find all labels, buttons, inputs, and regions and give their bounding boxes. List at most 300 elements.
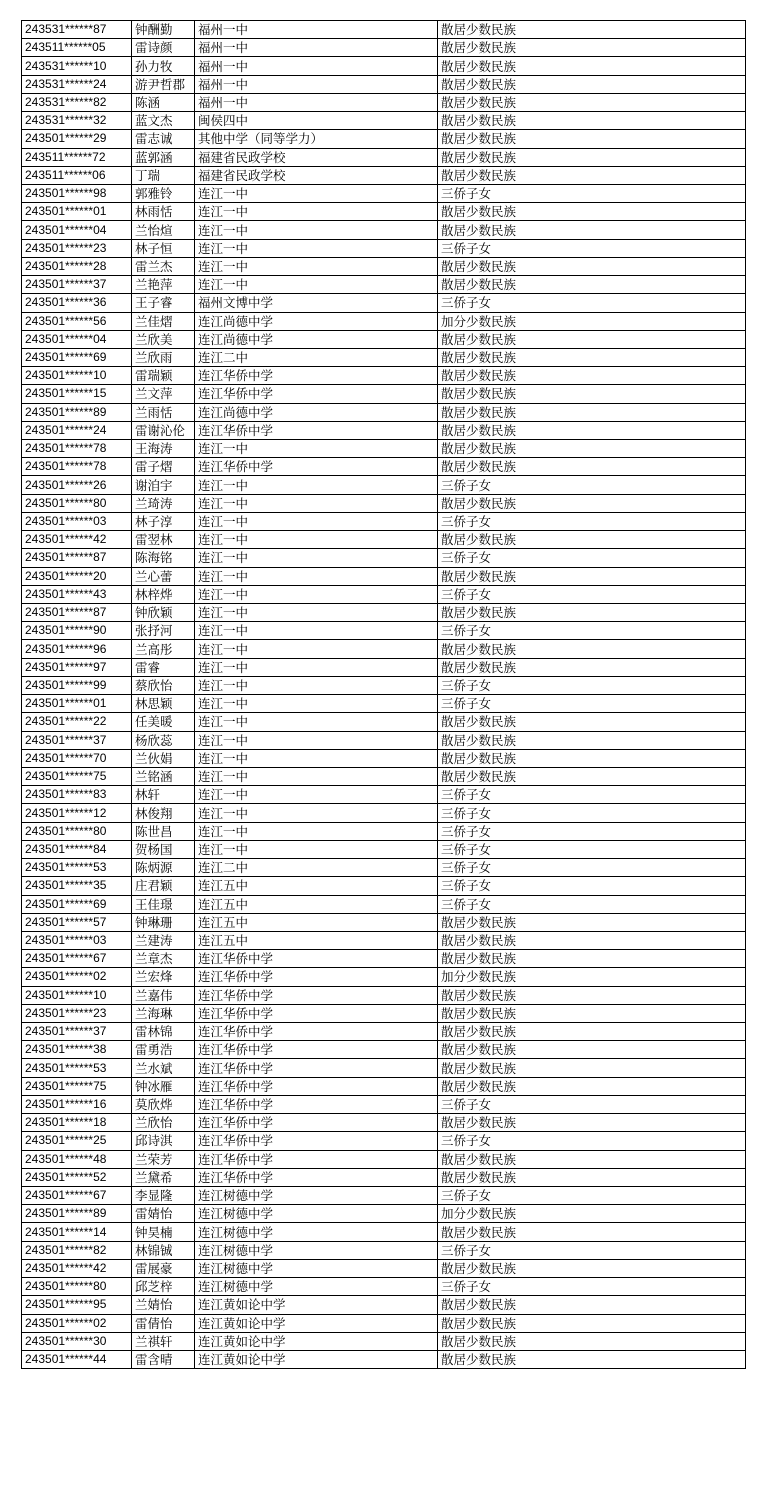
school-cell: 连江一中 xyxy=(195,531,438,549)
table-row xyxy=(22,531,746,549)
category-cell: 三侨子女 xyxy=(438,1132,746,1150)
category-cell: 散居少数民族 xyxy=(438,257,746,275)
exam-id-cell: 243501******38 xyxy=(22,1041,132,1059)
table-body xyxy=(22,21,746,1369)
exam-id-cell: 243501******43 xyxy=(22,585,132,603)
table-row xyxy=(22,512,746,530)
school-cell: 连江五中 xyxy=(195,931,438,949)
table-row xyxy=(22,1223,746,1241)
category-cell: 三侨子女 xyxy=(438,895,746,913)
school-cell: 连江华侨中学 xyxy=(195,367,438,385)
exam-id-cell: 243501******87 xyxy=(22,604,132,622)
table-row xyxy=(22,840,746,858)
table-row xyxy=(22,604,746,622)
exam-id-cell: 243501******10 xyxy=(22,986,132,1004)
category-cell: 散居少数民族 xyxy=(438,21,746,39)
table-row xyxy=(22,184,746,202)
exam-id-cell: 243501******42 xyxy=(22,1259,132,1277)
school-cell: 连江一中 xyxy=(195,476,438,494)
student-name-cell: 林梓烨 xyxy=(132,585,195,603)
table-row xyxy=(22,749,746,767)
school-cell: 连江黄如论中学 xyxy=(195,1296,438,1314)
exam-id-cell: 243531******87 xyxy=(22,21,132,39)
school-cell: 连江一中 xyxy=(195,676,438,694)
exam-id-cell: 243531******82 xyxy=(22,93,132,111)
category-cell: 散居少数民族 xyxy=(438,749,746,767)
student-name-cell: 兰婧怡 xyxy=(132,1296,195,1314)
school-cell: 连江树德中学 xyxy=(195,1187,438,1205)
exam-id-cell: 243501******80 xyxy=(22,822,132,840)
student-name-cell: 林雨恬 xyxy=(132,203,195,221)
exam-id-cell: 243501******57 xyxy=(22,913,132,931)
school-cell: 连江华侨中学 xyxy=(195,458,438,476)
student-name-cell: 陈涵 xyxy=(132,93,195,111)
category-cell: 三侨子女 xyxy=(438,840,746,858)
school-cell: 连江一中 xyxy=(195,840,438,858)
student-name-cell: 兰佳熠 xyxy=(132,312,195,330)
category-cell: 散居少数民族 xyxy=(438,950,746,968)
student-name-cell: 任美暖 xyxy=(132,713,195,731)
table-row xyxy=(22,1350,746,1368)
category-cell: 散居少数民族 xyxy=(438,658,746,676)
table-row xyxy=(22,640,746,658)
exam-id-cell: 243501******24 xyxy=(22,421,132,439)
school-cell: 连江一中 xyxy=(195,640,438,658)
table-row xyxy=(22,931,746,949)
school-cell: 连江华侨中学 xyxy=(195,1004,438,1022)
exam-id-cell: 243501******23 xyxy=(22,1004,132,1022)
exam-id-cell: 243501******95 xyxy=(22,1296,132,1314)
school-cell: 连江树德中学 xyxy=(195,1223,438,1241)
student-name-cell: 郭雅铃 xyxy=(132,184,195,202)
category-cell: 散居少数民族 xyxy=(438,1041,746,1059)
school-cell: 福州一中 xyxy=(195,39,438,57)
table-row xyxy=(22,312,746,330)
category-cell: 散居少数民族 xyxy=(438,348,746,366)
table-row xyxy=(22,859,746,877)
student-name-cell: 林锦铖 xyxy=(132,1241,195,1259)
category-cell: 散居少数民族 xyxy=(438,1150,746,1168)
table-row xyxy=(22,968,746,986)
exam-id-cell: 243501******20 xyxy=(22,567,132,585)
school-cell: 连江树德中学 xyxy=(195,1241,438,1259)
table-row xyxy=(22,75,746,93)
school-cell: 福州一中 xyxy=(195,93,438,111)
table-row xyxy=(22,731,746,749)
table-row xyxy=(22,57,746,75)
category-cell: 散居少数民族 xyxy=(438,148,746,166)
table-row xyxy=(22,330,746,348)
school-cell: 连江华侨中学 xyxy=(195,1077,438,1095)
category-cell: 三侨子女 xyxy=(438,877,746,895)
exam-id-cell: 243501******89 xyxy=(22,403,132,421)
exam-id-cell: 243511******06 xyxy=(22,166,132,184)
category-cell: 散居少数民族 xyxy=(438,640,746,658)
exam-id-cell: 243501******67 xyxy=(22,1187,132,1205)
exam-id-cell: 243501******44 xyxy=(22,1350,132,1368)
school-cell: 连江黄如论中学 xyxy=(195,1350,438,1368)
student-name-cell: 蔡欣怡 xyxy=(132,676,195,694)
school-cell: 连江树德中学 xyxy=(195,1278,438,1296)
student-name-cell: 兰心蕾 xyxy=(132,567,195,585)
school-cell: 连江华侨中学 xyxy=(195,1168,438,1186)
school-cell: 连江一中 xyxy=(195,804,438,822)
exam-id-cell: 243501******80 xyxy=(22,1278,132,1296)
category-cell: 三侨子女 xyxy=(438,1095,746,1113)
category-cell: 三侨子女 xyxy=(438,512,746,530)
school-cell: 连江一中 xyxy=(195,549,438,567)
exam-id-cell: 243501******97 xyxy=(22,658,132,676)
exam-id-cell: 243511******72 xyxy=(22,148,132,166)
school-cell: 连江一中 xyxy=(195,184,438,202)
table-row xyxy=(22,1332,746,1350)
student-name-cell: 雷婧怡 xyxy=(132,1205,195,1223)
exam-id-cell: 243501******89 xyxy=(22,1205,132,1223)
exam-id-cell: 243501******75 xyxy=(22,767,132,785)
category-cell: 三侨子女 xyxy=(438,294,746,312)
student-name-cell: 杨欣蕊 xyxy=(132,731,195,749)
school-cell: 其他中学（同等学力） xyxy=(195,130,438,148)
exam-id-cell: 243501******23 xyxy=(22,239,132,257)
category-cell: 三侨子女 xyxy=(438,786,746,804)
school-cell: 连江尚德中学 xyxy=(195,403,438,421)
table-row xyxy=(22,440,746,458)
exam-id-cell: 243501******56 xyxy=(22,312,132,330)
category-cell: 散居少数民族 xyxy=(438,986,746,1004)
exam-id-cell: 243501******69 xyxy=(22,348,132,366)
category-cell: 散居少数民族 xyxy=(438,1259,746,1277)
category-cell: 散居少数民族 xyxy=(438,1059,746,1077)
school-cell: 连江二中 xyxy=(195,348,438,366)
table-row xyxy=(22,148,746,166)
table-row xyxy=(22,1296,746,1314)
table-row xyxy=(22,822,746,840)
table-row xyxy=(22,1077,746,1095)
student-name-cell: 贺杨国 xyxy=(132,840,195,858)
table-row xyxy=(22,166,746,184)
table-row xyxy=(22,1095,746,1113)
table-row xyxy=(22,221,746,239)
category-cell: 散居少数民族 xyxy=(438,57,746,75)
school-cell: 连江五中 xyxy=(195,877,438,895)
category-cell: 散居少数民族 xyxy=(438,93,746,111)
category-cell: 散居少数民族 xyxy=(438,385,746,403)
school-cell: 连江华侨中学 xyxy=(195,1059,438,1077)
student-name-cell: 王海涛 xyxy=(132,440,195,458)
category-cell: 散居少数民族 xyxy=(438,604,746,622)
exam-id-cell: 243511******05 xyxy=(22,39,132,57)
category-cell: 三侨子女 xyxy=(438,1241,746,1259)
student-name-cell: 兰荣芳 xyxy=(132,1150,195,1168)
table-row xyxy=(22,1314,746,1332)
school-cell: 福州一中 xyxy=(195,57,438,75)
table-row xyxy=(22,1168,746,1186)
table-row xyxy=(22,257,746,275)
school-cell: 连江黄如论中学 xyxy=(195,1332,438,1350)
category-cell: 散居少数民族 xyxy=(438,931,746,949)
exam-id-cell: 243501******03 xyxy=(22,931,132,949)
category-cell: 散居少数民族 xyxy=(438,440,746,458)
student-name-cell: 兰铭涵 xyxy=(132,767,195,785)
exam-id-cell: 243501******69 xyxy=(22,895,132,913)
category-cell: 散居少数民族 xyxy=(438,731,746,749)
student-name-cell: 雷林锦 xyxy=(132,1023,195,1041)
category-cell: 三侨子女 xyxy=(438,859,746,877)
category-cell: 散居少数民族 xyxy=(438,130,746,148)
school-cell: 连江华侨中学 xyxy=(195,986,438,1004)
student-name-cell: 钟冰雁 xyxy=(132,1077,195,1095)
table-row xyxy=(22,950,746,968)
category-cell: 散居少数民族 xyxy=(438,421,746,439)
table-row xyxy=(22,203,746,221)
table-row xyxy=(22,1259,746,1277)
exam-id-cell: 243501******80 xyxy=(22,494,132,512)
exam-id-cell: 243501******78 xyxy=(22,440,132,458)
school-cell: 连江树德中学 xyxy=(195,1259,438,1277)
table-row xyxy=(22,986,746,1004)
category-cell: 散居少数民族 xyxy=(438,494,746,512)
table-row xyxy=(22,348,746,366)
exam-id-cell: 243531******24 xyxy=(22,75,132,93)
category-cell: 三侨子女 xyxy=(438,239,746,257)
school-cell: 连江华侨中学 xyxy=(195,1095,438,1113)
student-name-cell: 林子恒 xyxy=(132,239,195,257)
table-row xyxy=(22,1187,746,1205)
table-row xyxy=(22,549,746,567)
student-name-cell: 雷含晴 xyxy=(132,1350,195,1368)
student-name-cell: 林思颖 xyxy=(132,695,195,713)
school-cell: 连江一中 xyxy=(195,749,438,767)
exam-id-cell: 243501******75 xyxy=(22,1077,132,1095)
student-name-cell: 王佳璟 xyxy=(132,895,195,913)
student-name-cell: 蓝郭涵 xyxy=(132,148,195,166)
exam-id-cell: 243501******15 xyxy=(22,385,132,403)
school-cell: 连江树德中学 xyxy=(195,1205,438,1223)
school-cell: 连江华侨中学 xyxy=(195,1114,438,1132)
school-cell: 连江一中 xyxy=(195,203,438,221)
category-cell: 散居少数民族 xyxy=(438,1296,746,1314)
student-name-cell: 兰艳萍 xyxy=(132,276,195,294)
table-row xyxy=(22,367,746,385)
category-cell: 散居少数民族 xyxy=(438,403,746,421)
student-name-cell: 孙力牧 xyxy=(132,57,195,75)
exam-id-cell: 243501******14 xyxy=(22,1223,132,1241)
table-row xyxy=(22,421,746,439)
exam-id-cell: 243501******87 xyxy=(22,549,132,567)
category-cell: 散居少数民族 xyxy=(438,531,746,549)
school-cell: 连江一中 xyxy=(195,713,438,731)
student-name-cell: 兰建涛 xyxy=(132,931,195,949)
student-name-cell: 雷谢沁伦 xyxy=(132,421,195,439)
category-cell: 散居少数民族 xyxy=(438,367,746,385)
school-cell: 连江五中 xyxy=(195,895,438,913)
table-row xyxy=(22,895,746,913)
school-cell: 连江一中 xyxy=(195,257,438,275)
category-cell: 三侨子女 xyxy=(438,695,746,713)
student-name-cell: 兰嘉伟 xyxy=(132,986,195,1004)
category-cell: 散居少数民族 xyxy=(438,767,746,785)
table-row xyxy=(22,458,746,476)
table-row xyxy=(22,1023,746,1041)
category-cell: 散居少数民族 xyxy=(438,458,746,476)
exam-id-cell: 243531******32 xyxy=(22,112,132,130)
student-name-cell: 丁瑞 xyxy=(132,166,195,184)
school-cell: 连江二中 xyxy=(195,859,438,877)
school-cell: 连江一中 xyxy=(195,585,438,603)
exam-id-cell: 243501******83 xyxy=(22,786,132,804)
table-row xyxy=(22,1241,746,1259)
category-cell: 散居少数民族 xyxy=(438,276,746,294)
student-name-cell: 兰伙娟 xyxy=(132,749,195,767)
school-cell: 连江华侨中学 xyxy=(195,1150,438,1168)
exam-id-cell: 243531******10 xyxy=(22,57,132,75)
exam-id-cell: 243501******42 xyxy=(22,531,132,549)
table-row xyxy=(22,276,746,294)
exam-id-cell: 243501******78 xyxy=(22,458,132,476)
student-name-cell: 兰海琳 xyxy=(132,1004,195,1022)
exam-id-cell: 243501******37 xyxy=(22,1023,132,1041)
exam-id-cell: 243501******53 xyxy=(22,859,132,877)
category-cell: 三侨子女 xyxy=(438,1187,746,1205)
category-cell: 加分少数民族 xyxy=(438,312,746,330)
exam-id-cell: 243501******96 xyxy=(22,640,132,658)
category-cell: 散居少数民族 xyxy=(438,330,746,348)
category-cell: 散居少数民族 xyxy=(438,1332,746,1350)
exam-id-cell: 243501******52 xyxy=(22,1168,132,1186)
school-cell: 连江黄如论中学 xyxy=(195,1314,438,1332)
student-name-cell: 雷志诚 xyxy=(132,130,195,148)
table-row xyxy=(22,494,746,512)
exam-id-cell: 243501******01 xyxy=(22,203,132,221)
table-row xyxy=(22,39,746,57)
school-cell: 连江一中 xyxy=(195,767,438,785)
student-name-cell: 雷翌林 xyxy=(132,531,195,549)
exam-id-cell: 243501******99 xyxy=(22,676,132,694)
exam-id-cell: 243501******12 xyxy=(22,804,132,822)
student-name-cell: 雷睿 xyxy=(132,658,195,676)
category-cell: 三侨子女 xyxy=(438,476,746,494)
category-cell: 散居少数民族 xyxy=(438,1223,746,1241)
table-row xyxy=(22,804,746,822)
student-name-cell: 兰水斌 xyxy=(132,1059,195,1077)
school-cell: 连江华侨中学 xyxy=(195,1023,438,1041)
table-row xyxy=(22,1205,746,1223)
student-name-cell: 兰欣雨 xyxy=(132,348,195,366)
student-name-cell: 林子淳 xyxy=(132,512,195,530)
table-row xyxy=(22,1059,746,1077)
category-cell: 散居少数民族 xyxy=(438,75,746,93)
school-cell: 连江一中 xyxy=(195,276,438,294)
table-row xyxy=(22,786,746,804)
enrollment-table xyxy=(21,20,746,1369)
school-cell: 福建省民政学校 xyxy=(195,148,438,166)
category-cell: 散居少数民族 xyxy=(438,1004,746,1022)
exam-id-cell: 243501******03 xyxy=(22,512,132,530)
table-row xyxy=(22,877,746,895)
student-name-cell: 兰雨恬 xyxy=(132,403,195,421)
school-cell: 闽侯四中 xyxy=(195,112,438,130)
exam-id-cell: 243501******48 xyxy=(22,1150,132,1168)
exam-id-cell: 243501******53 xyxy=(22,1059,132,1077)
student-name-cell: 兰欣美 xyxy=(132,330,195,348)
exam-id-cell: 243501******67 xyxy=(22,950,132,968)
student-name-cell: 林俊翔 xyxy=(132,804,195,822)
student-name-cell: 兰欣怡 xyxy=(132,1114,195,1132)
school-cell: 连江一中 xyxy=(195,567,438,585)
student-name-cell: 王子睿 xyxy=(132,294,195,312)
table-row xyxy=(22,567,746,585)
category-cell: 三侨子女 xyxy=(438,1278,746,1296)
exam-id-cell: 243501******02 xyxy=(22,1314,132,1332)
category-cell: 散居少数民族 xyxy=(438,913,746,931)
table-row xyxy=(22,713,746,731)
exam-id-cell: 243501******22 xyxy=(22,713,132,731)
exam-id-cell: 243501******70 xyxy=(22,749,132,767)
student-name-cell: 兰高彤 xyxy=(132,640,195,658)
exam-id-cell: 243501******82 xyxy=(22,1241,132,1259)
exam-id-cell: 243501******04 xyxy=(22,221,132,239)
student-name-cell: 兰黛希 xyxy=(132,1168,195,1186)
exam-id-cell: 243501******36 xyxy=(22,294,132,312)
school-cell: 连江一中 xyxy=(195,658,438,676)
table-row xyxy=(22,1041,746,1059)
student-name-cell: 雷展豪 xyxy=(132,1259,195,1277)
category-cell: 散居少数民族 xyxy=(438,1314,746,1332)
table-row xyxy=(22,658,746,676)
student-name-cell: 张抒河 xyxy=(132,622,195,640)
student-name-cell: 游尹哲郡 xyxy=(132,75,195,93)
school-cell: 连江华侨中学 xyxy=(195,968,438,986)
category-cell: 散居少数民族 xyxy=(438,112,746,130)
table-row xyxy=(22,130,746,148)
table-row xyxy=(22,1004,746,1022)
exam-id-cell: 243501******01 xyxy=(22,695,132,713)
table-row xyxy=(22,695,746,713)
category-cell: 散居少数民族 xyxy=(438,39,746,57)
school-cell: 福州一中 xyxy=(195,21,438,39)
school-cell: 连江一中 xyxy=(195,731,438,749)
category-cell: 散居少数民族 xyxy=(438,713,746,731)
school-cell: 连江一中 xyxy=(195,622,438,640)
category-cell: 散居少数民族 xyxy=(438,203,746,221)
category-cell: 三侨子女 xyxy=(438,585,746,603)
school-cell: 连江一中 xyxy=(195,604,438,622)
table-row xyxy=(22,239,746,257)
school-cell: 连江一中 xyxy=(195,786,438,804)
school-cell: 福建省民政学校 xyxy=(195,166,438,184)
exam-id-cell: 243501******35 xyxy=(22,877,132,895)
table-row xyxy=(22,1132,746,1150)
category-cell: 散居少数民族 xyxy=(438,1350,746,1368)
student-name-cell: 邱芝梓 xyxy=(132,1278,195,1296)
school-cell: 连江一中 xyxy=(195,695,438,713)
school-cell: 连江一中 xyxy=(195,221,438,239)
student-name-cell: 钟琳珊 xyxy=(132,913,195,931)
category-cell: 散居少数民族 xyxy=(438,221,746,239)
school-cell: 连江五中 xyxy=(195,913,438,931)
school-cell: 福州文博中学 xyxy=(195,294,438,312)
category-cell: 三侨子女 xyxy=(438,822,746,840)
table-row xyxy=(22,913,746,931)
student-name-cell: 蓝文杰 xyxy=(132,112,195,130)
category-cell: 三侨子女 xyxy=(438,804,746,822)
student-name-cell: 雷诗颜 xyxy=(132,39,195,57)
student-name-cell: 雷勇浩 xyxy=(132,1041,195,1059)
category-cell: 加分少数民族 xyxy=(438,968,746,986)
table-row xyxy=(22,294,746,312)
category-cell: 散居少数民族 xyxy=(438,1114,746,1132)
student-name-cell: 林轩 xyxy=(132,786,195,804)
